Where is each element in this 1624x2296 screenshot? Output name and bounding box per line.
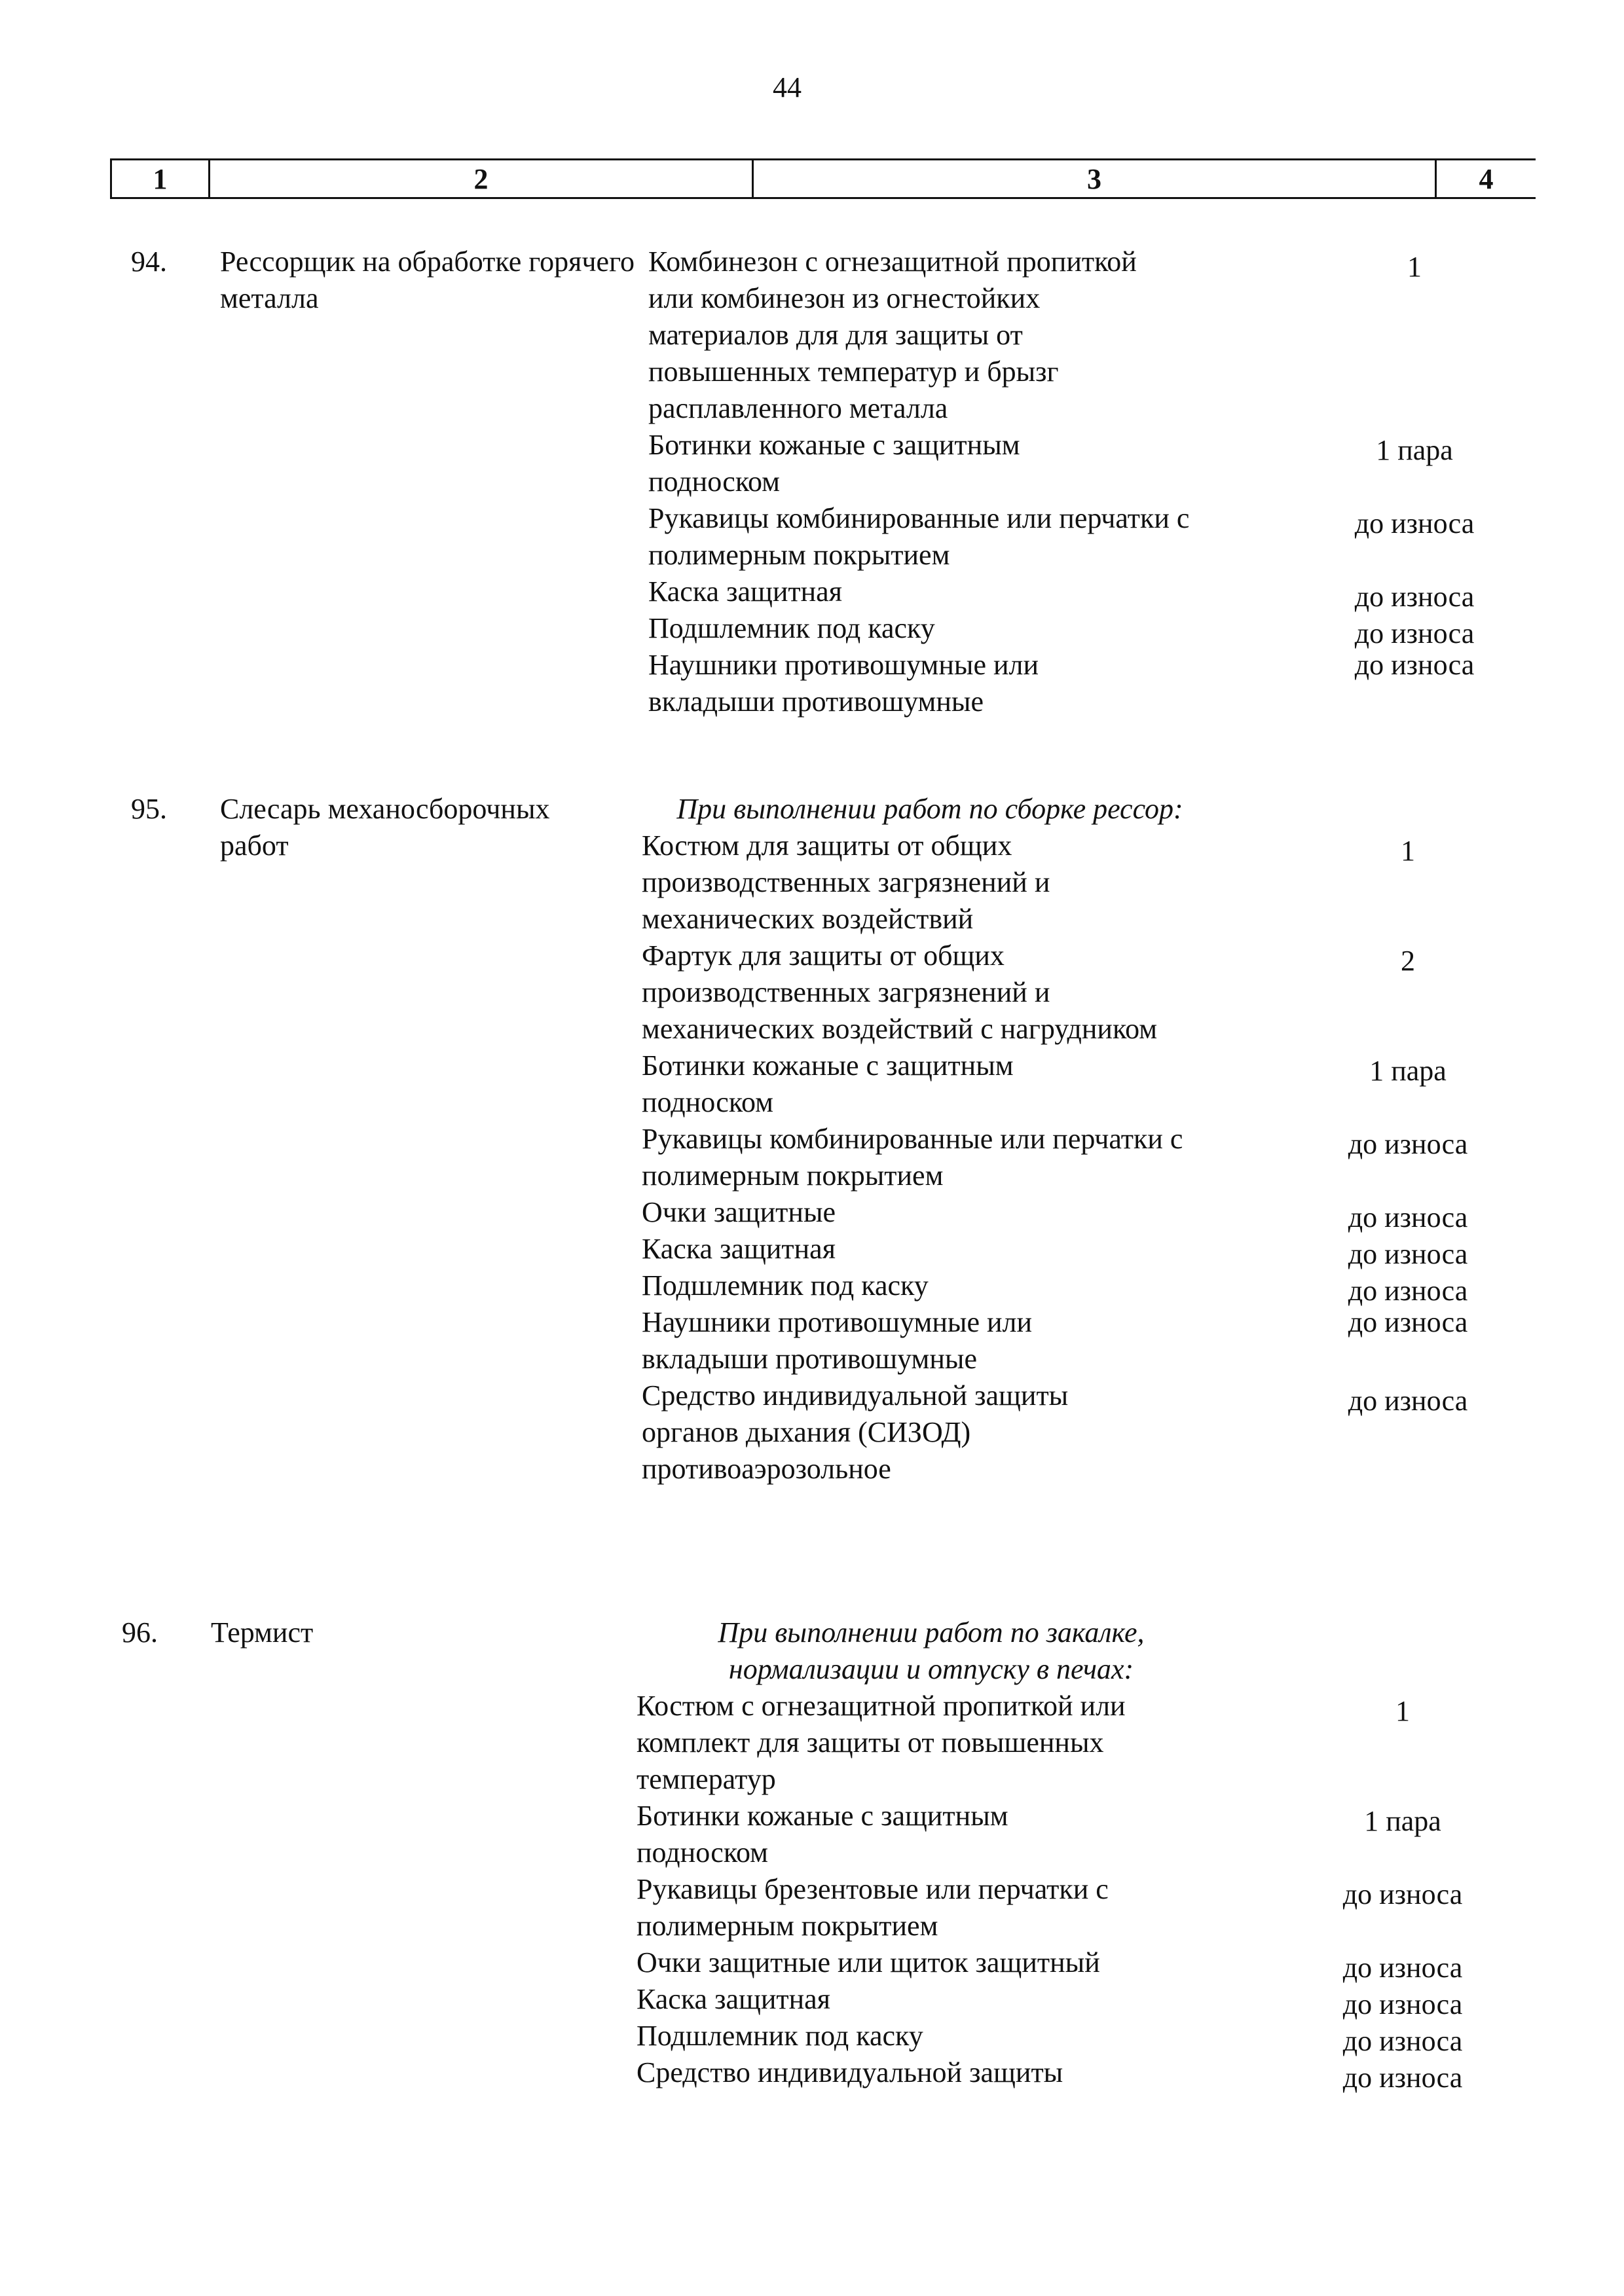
equipment-quantity: 1 пара	[1364, 1805, 1441, 1837]
equipment-name: Каска защитная	[637, 1983, 830, 2015]
page-number: 44	[773, 71, 802, 103]
table-header-col-3: 3	[754, 160, 1437, 197]
equipment-quantity: до износа	[1354, 581, 1475, 613]
equipment-list	[648, 244, 1513, 720]
equipment-item	[637, 2054, 1501, 2094]
table-header-col-2: 2	[210, 160, 754, 197]
equipment-item	[648, 574, 1513, 613]
equipment-item	[642, 1121, 1506, 1194]
equipment-name: Наушники противошумные или вкладыши противошумные	[642, 1306, 1033, 1375]
equipment-name: Комбинезон с огнезащитной пропиткой или комбинезон из огнестойких материалов для для защиты от повышенных температур и брызг расплавленного металла	[648, 246, 1137, 424]
equipment-name: Костюм с огнезащитной пропиткой или комплект для защиты от повышенных температур	[637, 1690, 1126, 1795]
equipment-item	[642, 1194, 1506, 1231]
equipment-item	[642, 828, 1506, 938]
equipment-quantity: 2	[1401, 945, 1415, 977]
equipment-name: Очки защитные	[642, 1196, 836, 1228]
equipment-item	[642, 1231, 1506, 1270]
equipment-quantity: до износа	[1342, 1878, 1463, 1910]
equipment-quantity: 1	[1401, 835, 1415, 867]
equipment-item	[637, 1871, 1501, 1944]
profession-name: Рессорщик на обработке горячего металла	[220, 246, 635, 314]
equipment-name: Ботинки кожаные с защитным подноском	[648, 429, 1020, 498]
equipment-quantity: до износа	[1354, 507, 1475, 539]
profession-name: Термист	[211, 1616, 314, 1649]
equipment-item	[642, 1304, 1506, 1377]
equipment-quantity: 1 пара	[1369, 1055, 1447, 1087]
equipment-quantity: 1	[1395, 1695, 1410, 1727]
equipment-name: Очки защитные или щиток защитный	[637, 1946, 1100, 1978]
equipment-name: Средство индивидуальной защиты органов дыхания (СИЗОД) противоаэрозольное	[642, 1379, 1069, 1485]
work-condition: При выполнении работ по закалке, нормализации и отпуску в печах:	[718, 1616, 1145, 1685]
equipment-list	[637, 1614, 1501, 2094]
equipment-item	[648, 427, 1513, 500]
equipment-quantity: до износа	[1354, 617, 1475, 649]
equipment-item	[642, 1048, 1506, 1121]
equipment-name: Подшлемник под каску	[637, 2020, 923, 2052]
equipment-quantity: до износа	[1348, 1238, 1468, 1270]
equipment-item	[642, 1267, 1506, 1307]
equipment-list	[642, 791, 1506, 1487]
equipment-name: Наушники противошумные или вкладыши противошумные	[648, 649, 1039, 718]
equipment-item	[637, 1798, 1501, 1871]
equipment-quantity: до износа	[1342, 1952, 1463, 1984]
profession-name: Слесарь механосборочных работ	[220, 793, 550, 862]
equipment-quantity: до износа	[1354, 649, 1475, 681]
equipment-item	[637, 1981, 1501, 2018]
equipment-quantity: до износа	[1342, 1988, 1463, 2020]
equipment-item	[637, 1944, 1501, 1984]
table-header-col-1: 1	[112, 160, 210, 197]
table-header-row	[110, 158, 1536, 199]
equipment-quantity: до износа	[1342, 2025, 1463, 2057]
equipment-item	[648, 610, 1513, 647]
table-header-col-4: 4	[1479, 162, 1494, 195]
equipment-quantity: до износа	[1348, 1385, 1468, 1417]
work-condition: При выполнении работ по сборке рессор:	[676, 793, 1183, 825]
equipment-name: Рукавицы комбинированные или перчатки с полимерным покрытием	[642, 1123, 1183, 1192]
equipment-item	[642, 1377, 1506, 1487]
equipment-item	[637, 1688, 1501, 1798]
equipment-name: Ботинки кожаные с защитным подноском	[637, 1800, 1008, 1868]
equipment-name: Каска защитная	[648, 575, 842, 608]
equipment-quantity: до износа	[1342, 2062, 1463, 2094]
equipment-name: Подшлемник под каску	[648, 612, 935, 644]
equipment-quantity: до износа	[1348, 1275, 1468, 1307]
entry-number: 94.	[131, 246, 167, 278]
equipment-name: Рукавицы комбинированные или перчатки с полимерным покрытием	[648, 502, 1190, 571]
equipment-name: Фартук для защиты от общих производственных загрязнений и механических воздействий с нагрудником	[642, 939, 1158, 1045]
equipment-name: Подшлемник под каску	[642, 1269, 929, 1302]
equipment-item	[648, 647, 1513, 720]
equipment-quantity: до износа	[1348, 1201, 1468, 1233]
equipment-item	[642, 938, 1506, 1048]
equipment-quantity: до износа	[1348, 1306, 1468, 1338]
equipment-item	[637, 2018, 1501, 2057]
equipment-item	[648, 244, 1513, 427]
equipment-item	[648, 500, 1513, 574]
equipment-quantity: 1	[1407, 251, 1422, 283]
entry-number: 96.	[122, 1616, 158, 1649]
equipment-name: Костюм для защиты от общих производственных загрязнений и механических воздействий	[642, 829, 1050, 935]
equipment-quantity: до износа	[1348, 1128, 1468, 1160]
equipment-name: Рукавицы брезентовые или перчатки с полимерным покрытием	[637, 1873, 1109, 1942]
equipment-name: Каска защитная	[642, 1233, 836, 1265]
equipment-quantity: 1 пара	[1376, 434, 1453, 466]
entry-number: 95.	[131, 793, 167, 825]
equipment-name: Ботинки кожаные с защитным подноском	[642, 1049, 1014, 1118]
equipment-name: Средство индивидуальной защиты	[637, 2056, 1063, 2088]
